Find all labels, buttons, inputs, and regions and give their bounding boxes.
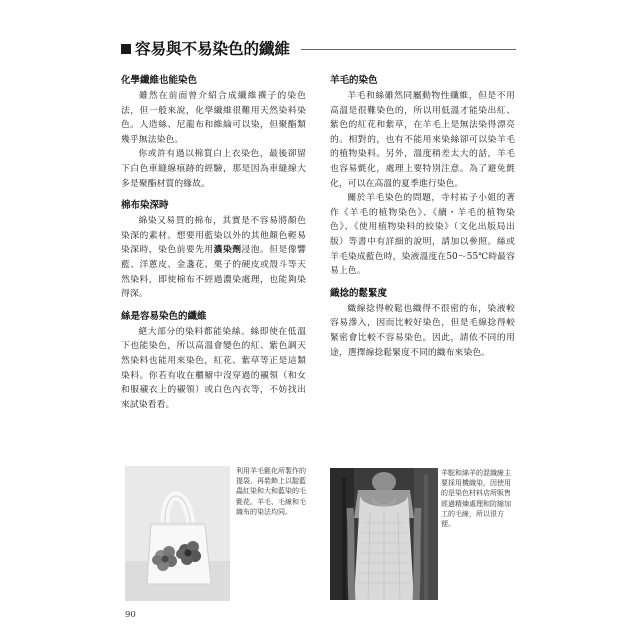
photo-caption-bag: 利用羊毛氈化所製作的提袋，再裝飾上以靛藍蟲紅染和大和藍染的毛氈花。羊毛、毛線和毛織布的染法均同。 xyxy=(236,467,306,516)
page-number: 90 xyxy=(125,610,136,620)
section-heading: 織捻的鬆緊度 xyxy=(330,287,388,299)
section-silk xyxy=(121,310,306,413)
paragraph: 織線捻得較鬆也織得不很密的布，染液較容易滲入，因而比較好染色，但是毛線捻得較緊密會比較不容易染色。因此，請依不同的用途，選擇線捻鬆緊度不同的織布來染色。 xyxy=(330,303,515,358)
paragraph: 綿染又易買的棉布，其實是不容易將顏色染深的素材。想要用藍染以外的其他顏色輕易染深時，染色前要先用濃染劑浸泡。但是像響藍、洋蔥皮、金盞花、栗子的硬皮或殼斗等天然染料，即使棉布不經過濃染處理，也能夠染得深。 xyxy=(121,216,306,300)
paragraph: 你或許有過以棉質白上衣染色，最後卻留下白色車縫線痕跡的經驗，那是因為車縫線大多是聚酯材質的緣故。 xyxy=(121,149,306,189)
paragraph: 雖然在前面曾介紹合成纖維襪子的染色法，但一般來說，化學纖維很難用天然染料染色。人造絲、尼龍布和維綸可以染，但聚酯類幾乎無法染色。 xyxy=(121,91,306,145)
section-cotton-dark xyxy=(121,199,306,302)
paragraph: 絕大部分的染料都能染絲。絲即使在低溫下也能染色，所以高溫會變色的紅、紫色調天然染料也能用來染色，紅花、紫草等正是這類染料。你若有收在櫃櫥中沒穿過的襯領（和女和服襯衣上的襯領）或白色內衣等，不妨找出來試染看看。 xyxy=(121,326,306,410)
paragraph: 羊毛和絲雖然同屬動物性纖維，但是不用高溫是很難染色的，所以用低溫才能染出紅、紫色的紅花和紫草，在羊毛上是無法染得漂亮的。相對的，也有不能用來染絲卻可以染羊毛的植物染料。另外，溫度稍差太大的話，羊毛也容易氈化，處理上要特別注意。為了避免氈化，可以在高溫的夏季進行染色。 xyxy=(330,91,515,189)
right-column xyxy=(330,74,515,360)
paragraph: 關於羊毛染色的問題，寺村祐子小姐的著作《羊毛的植物染色》、《續・羊毛的植物染色》、《使用植物染料的絞染》（文化出版局出版）等書中有詳細的說明，請加以參照。絲或羊毛染成藍色時，染液溫度在50～55℃時最容易上色。 xyxy=(330,193,515,277)
section-twist xyxy=(330,287,515,360)
section-heading: 化學纖維也能染色 xyxy=(121,75,198,86)
felt-bag-photo xyxy=(125,466,230,601)
photo-caption-top: 羊駝和綿羊的混織線主要採用機織染，因使用的是染色材料店所販售經過精煉處理和防縮加工的毛線，所以很方便。 xyxy=(441,469,511,529)
left-column xyxy=(121,74,306,412)
section-heading: 絲是容易染色的纖維 xyxy=(121,310,207,322)
knit-top-illustration xyxy=(330,468,438,600)
section-wool xyxy=(330,74,515,279)
bold-term: 濃染劑 xyxy=(213,245,242,256)
section-heading: 棉布染深時 xyxy=(121,200,169,212)
square-bullet-icon xyxy=(121,44,131,54)
page-title: 容易與不易染色的纖維 xyxy=(135,40,291,58)
knit-top-photo xyxy=(330,468,438,600)
section-chemical-fiber xyxy=(121,74,306,191)
section-title-row xyxy=(121,39,516,61)
section-heading: 羊毛的染色 xyxy=(330,75,378,86)
felt-bag-illustration xyxy=(125,466,230,601)
title-rule xyxy=(301,49,516,50)
